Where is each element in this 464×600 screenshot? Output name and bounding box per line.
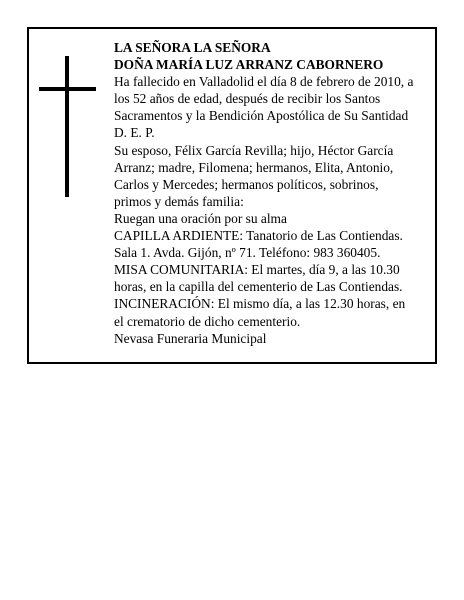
notice-title: LA SEÑORA LA SEÑORA — [114, 40, 271, 55]
cross-vertical-bar — [65, 56, 69, 197]
text-line: Ha fallecido en Valladolid el día 8 de febrero de 2010, a — [114, 74, 414, 90]
latin-cross-icon — [39, 56, 96, 197]
text-line: CAPILLA ARDIENTE: Tanatorio de Las Contiendas. — [114, 228, 403, 244]
deceased-name: DOÑA MARÍA LUZ ARRANZ CABORNERO — [114, 57, 384, 73]
text-line: Arranz; madre, Filomena; hermanos, Elita, Antonio, — [114, 159, 394, 175]
text-line: primos y demás familia: — [114, 193, 244, 209]
text-line: Sala 1. Avda. Gijón, nº 71. Teléfono: 983 360405. — [114, 245, 381, 261]
text-line: los 52 años de edad, después de recibir los Santos — [114, 91, 381, 107]
text-line: Nevasa Funeraria Municipal — [114, 330, 267, 346]
text-line: Carlos y Mercedes; hermanos políticos, sobrinos, — [114, 176, 379, 192]
text-line: Su esposo, Félix García Revilla; hijo, Héctor García — [114, 142, 394, 158]
text-line: INCINERACIÓN: El mismo día, a las 12.30 horas, en — [114, 296, 406, 312]
text-line: horas, en la capilla del cementerio de Las Contiendas. — [114, 279, 403, 295]
text-line: MISA COMUNITARIA: El martes, día 9, a las 10.30 — [114, 262, 400, 278]
text-line: el crematorio de dicho cementerio. — [114, 313, 301, 329]
text-line: Ruegan una oración por su alma — [114, 210, 287, 226]
cross-horizontal-bar — [39, 87, 96, 91]
text-line: D. E. P. — [114, 125, 155, 141]
text-line: Sacramentos y la Bendición Apostólica de Su Santidad — [114, 108, 409, 124]
obituary-text — [114, 39, 426, 347]
